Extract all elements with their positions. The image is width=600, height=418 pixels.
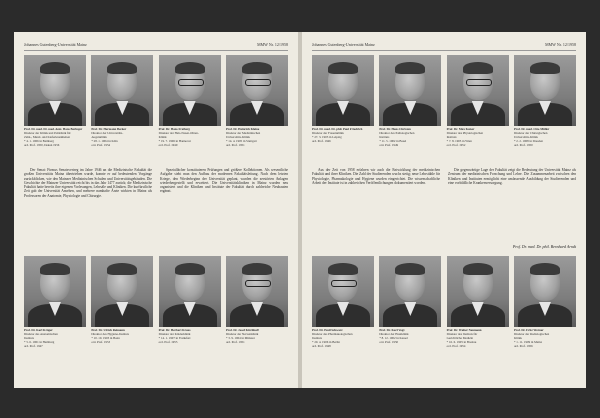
portrait-photo [514, 55, 576, 126]
left-running-header [24, 42, 288, 50]
hair-shape [242, 263, 272, 275]
portrait-card [379, 256, 441, 349]
right-header-title: Johannes Gutenberg-Universität Mainz [312, 42, 375, 47]
portrait-caption-text: Direktor der Hautklinik * 8. 12. 1902 in Kassel ord. Prof. 1950 [379, 331, 409, 344]
portrait-name: Prof. Dr. Hermann Becker [91, 127, 127, 131]
portrait-caption-text: Direktor der Nervenklinik * 3. 9. 1904 in Münster ord. Prof. 1951 [225, 331, 259, 344]
right-paragraph-2: Die gegenwärtige Lage der Fakultät zeigt die Bedeutung der Universität Mainz als Zentrum der medizinischen Forschung und Lehre. Die Zusammenarbeit zwischen den Kliniken und Instituten ermöglicht eine umfassende Ausbildung der Studierenden und eine vorbildliche Krankenversorgung. [448, 168, 576, 185]
portrait-caption [312, 128, 374, 144]
portrait-card [159, 55, 221, 148]
portrait-photo [91, 256, 153, 327]
portrait-photo [447, 256, 509, 327]
portrait-card [514, 55, 576, 148]
left-paragraph-1: Der Senat: Firmus Senatsvertreg im Jahre 1946 an die Medizinische Fakultät die großen Universitäts Mainz übertrieben wurde, konnte er auf bedeutenden Vorgänge zurückblicken, wie den Mainzer Medizinischen Schulen und Universitätsgebäuden. Die Geschichte der Mainzer Universität reicht bis in das Jahr 1477 zurück; die Medizinische Fakultät hatte bereits ihre eigenen Vorlesungen, Lehrsäle und Kliniken. Die kurfürstliche Zeit gab der Universität Ansehen, und mehrere namhafte Ärzte wirkten in Mainz als Professoren der Anatomie, Physiologie und Chirurgie. [24, 168, 152, 198]
portrait-photo [24, 55, 86, 126]
portrait-card [159, 256, 221, 349]
portrait-caption [514, 128, 576, 148]
portrait-caption-text: Direktor des Physiologischen Instituts * 7. 8. 1905 in Wien ord. Prof. 1952 [446, 130, 484, 147]
left-body-text [24, 168, 288, 248]
right-text-column-1 [312, 168, 440, 248]
portrait-name: Prof. Dr. Karl Kröger [24, 328, 53, 332]
portrait-name: Prof. Dr. Karl Vogt [379, 328, 405, 332]
hair-shape [463, 263, 493, 275]
portrait-name: Prof. Dr. Fritz Werner [513, 328, 544, 332]
left-top-portrait-row [24, 55, 288, 148]
portrait-name: Prof. Dr. med. Dr. phil. Paul Friedrich [312, 127, 363, 131]
hair-shape [175, 62, 205, 74]
left-header-issue: MMW Nr. 12/1958 [257, 42, 288, 47]
left-page [14, 32, 298, 388]
portrait-card [24, 55, 86, 148]
hair-shape [463, 62, 493, 74]
portrait-caption [379, 329, 441, 345]
portrait-name: Prof. Dr. Josef Kirchhoff [225, 328, 259, 332]
portrait-caption-text: Direktor der Klinik und Poliklinik für Zahn-, Mund- und Kieferkrankheiten * 4. 1. 1906 in Bamberg ord. Prof. 1950, Dekan 1956 [24, 130, 71, 147]
portrait-caption-text: Direktor des Instituts für Gerichtliche Medizin * 16. 6. 1905 in Breslau ord. Prof. 1954 [446, 331, 478, 348]
portrait-caption [226, 128, 288, 148]
portrait-photo [379, 55, 441, 126]
hair-shape [328, 263, 358, 275]
portrait-caption [447, 128, 509, 148]
hair-shape [530, 263, 560, 275]
left-text-column-2 [160, 168, 288, 248]
portrait-caption-text: Direktor des Hygiene-Instituts * 10. 10. 1903 in Bonn ord. Prof. 1953 [91, 331, 129, 344]
portrait-card [514, 256, 576, 349]
portrait-caption [91, 329, 153, 345]
hair-shape [395, 263, 425, 275]
glasses-icon [331, 280, 357, 287]
portrait-caption [159, 329, 221, 345]
portrait-caption [91, 128, 153, 148]
hair-shape [242, 62, 272, 74]
right-bottom-portrait-row [312, 256, 576, 349]
portrait-card [379, 55, 441, 148]
portrait-card [447, 55, 509, 148]
portrait-name: Prof. Dr. Max Kaiser [446, 127, 475, 131]
author-signature: Prof. Dr. med. Dr. phil. Bernhard Arndt [512, 244, 576, 249]
hair-shape [40, 263, 70, 275]
portrait-name: Prof. Dr. Heinrich Kleine [225, 127, 260, 131]
portrait-card [24, 256, 86, 349]
portrait-caption-text: Direktor des Anatomischen Instituts * 5. 6. 1901 in Hamburg ord. Prof. 1947 [24, 331, 58, 348]
portrait-card [226, 256, 288, 349]
portrait-caption [24, 128, 86, 148]
portrait-caption [24, 329, 86, 349]
portrait-photo [159, 256, 221, 327]
portrait-caption-text: Direktor des Pharmakologischen Instituts * 20. 4. 1906 in Berlin ord. Prof. 1948 [312, 331, 353, 348]
portrait-card [447, 256, 509, 349]
portrait-name: Prof. Dr. Herbert Kraus [158, 328, 191, 332]
portrait-caption-text: Direktor der Chirurgischen Universitäts-Klinik * 2. 2. 1908 in Dresden ord. Prof. 1950 [513, 130, 548, 147]
portrait-caption [447, 329, 509, 349]
portrait-name: Prof. Dr. Ulrich Reimann [91, 328, 125, 332]
hair-shape [328, 62, 358, 74]
left-bottom-portrait-row [24, 256, 288, 349]
portrait-caption [312, 329, 374, 349]
right-paragraph-1: Aus der Zeit von 1958 erfahren wir auch die Entwicklung der medizinischen Fakultät und ihrer Kliniken. Die Zahl der Studierenden wuchs stetig; neue Lehrstühle für Physiologie, Pharmakologie und Hygiene wurden eingerichtet. Die wissenschaftliche Arbeit der Institute ist in zahlreichen Veröffentlichungen dokumentiert worden. [312, 168, 440, 185]
left-text-column-1 [24, 168, 152, 248]
hair-shape [530, 62, 560, 74]
glasses-icon [245, 280, 271, 287]
left-header-title: Johannes Gutenberg-Universität Mainz [24, 42, 87, 47]
portrait-caption-text: Direktor der Kinderklinik * 14. 1. 1907 in Frankfurt ord. Prof. 1955 [158, 331, 191, 344]
portrait-card [91, 256, 153, 349]
glasses-icon [466, 79, 492, 86]
right-running-header [312, 42, 576, 50]
portrait-caption-text: Direktor des Pathologischen Instituts * 11. 5. 1902 in Basel ord. Prof. 1949 [379, 130, 415, 147]
hair-shape [175, 263, 205, 275]
left-header-rule [24, 50, 288, 51]
right-text-column-2 [448, 168, 576, 248]
portrait-caption [226, 329, 288, 345]
portrait-name: Prof. Dr. med. Dr. med. dent. Hans Beringer [24, 127, 83, 131]
portrait-photo [514, 256, 576, 327]
portrait-caption-text: Direktor der Frauenklinik * 27. 3. 1903 in Leipzig ord. Prof. 1946 [312, 130, 344, 143]
right-body-text [312, 168, 576, 248]
hair-shape [395, 62, 425, 74]
portrait-photo [226, 256, 288, 327]
portrait-name: Prof. Dr. med. Otto Müller [513, 127, 550, 131]
portrait-photo [312, 256, 374, 327]
glasses-icon [245, 79, 271, 86]
portrait-photo [226, 55, 288, 126]
right-header-rule [312, 50, 576, 51]
portrait-photo [91, 55, 153, 126]
portrait-card [312, 55, 374, 148]
glasses-icon [178, 79, 204, 86]
portrait-photo [447, 55, 509, 126]
portrait-caption [379, 128, 441, 148]
portrait-card [226, 55, 288, 148]
portrait-card [312, 256, 374, 349]
portrait-photo [24, 256, 86, 327]
left-paragraph-2: Spezialfächer konstituieren Prüfungen und größere Kollektionen. Als wesentliche Aufgabe sieht man den Aufbau der modernen Fakultätsleitung. Nach dem letzten Kriege, den Wiederbeginn der Universität geplant, wurden die zerstörten Anlagen wiederhergestellt und erweitert. Die Universitätskliniken in Mainz wurden neu organisiert und die Kliniken und Institute der Fakultät durch zahlreiche Neubauten ergänzt. [160, 168, 288, 194]
portrait-name: Prof. Dr. Walter Neumann [446, 328, 482, 332]
right-top-portrait-row [312, 55, 576, 148]
portrait-caption-text: Direktor der Universitäts- Augenklinik * 28. 1. 1904 in Köln ord. Prof. 1954 [91, 130, 124, 147]
portrait-name: Prof. Dr. Emil Schwarz [312, 328, 343, 332]
portrait-caption-text: Direktor der Radiologischen Klinik * 1. 11. 1909 in Mainz ord. Prof. 1956 [513, 331, 550, 348]
hair-shape [40, 62, 70, 74]
portrait-caption-text: Direktor der Hals-Nasen-Ohren- Klinik * 19. 7. 1906 in Hannover ord. Prof. 1949 [158, 130, 199, 147]
hair-shape [107, 62, 137, 74]
portrait-caption [159, 128, 221, 148]
right-page [302, 32, 586, 388]
portrait-photo [159, 55, 221, 126]
portrait-photo [379, 256, 441, 327]
hair-shape [107, 263, 137, 275]
portrait-name: Prof. Dr. Hans Freiberg [158, 127, 190, 131]
portrait-card [91, 55, 153, 148]
portrait-name: Prof. Dr. Hans Christen [379, 127, 411, 131]
right-header-issue: MMW Nr. 12/1958 [545, 42, 576, 47]
portrait-photo [312, 55, 374, 126]
portrait-caption-text: Direktor der Medizinischen Universitäts-Klinik * 14. 4. 1905 in Stuttgart ord. Prof. 1951 [225, 130, 261, 147]
portrait-caption [514, 329, 576, 349]
